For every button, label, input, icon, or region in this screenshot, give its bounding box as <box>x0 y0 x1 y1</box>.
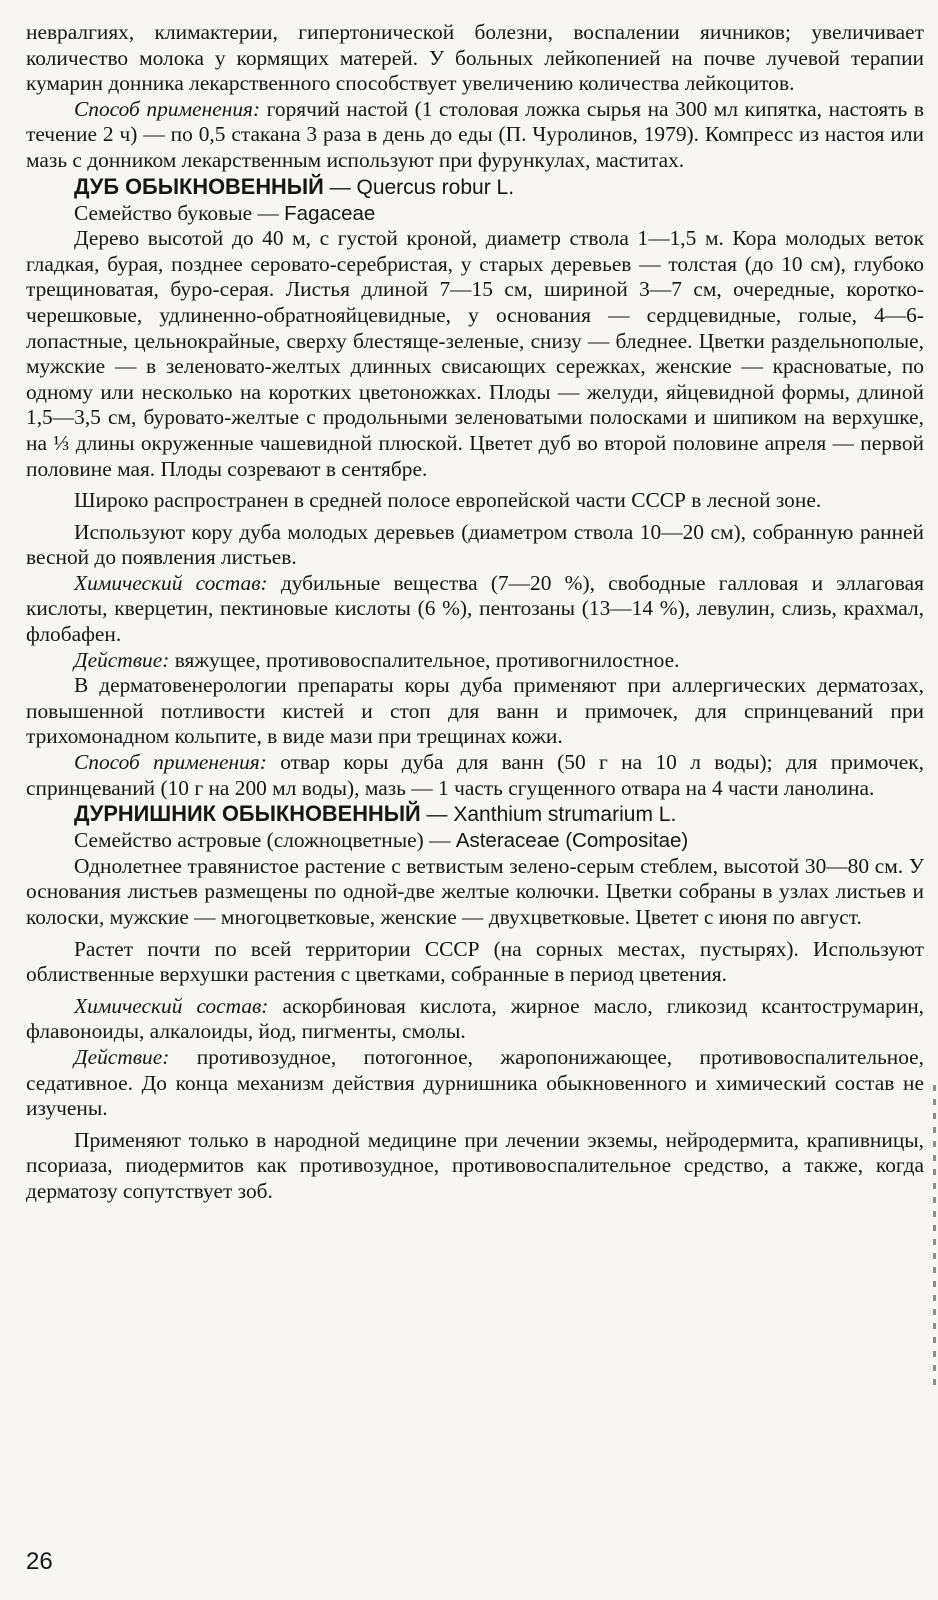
oak-method <box>26 750 924 801</box>
cocklebur-application: Применяют только в народной медицине при лечении экземы, нейродермита, крапивницы, псориаза, пиодермитов как противозудное, противовоспалительное средство, а также, когда дерматозу сопутствует зоб. <box>26 1127 924 1203</box>
cocklebur-chemistry <box>26 994 924 1045</box>
oak-heading <box>26 174 924 201</box>
method-text: горячий настой (1 столовая ложка сырья на 300 мл кипятка, настоять в течение 2 ч) — по 0,5 стакана 3 раза в день до еды (П. Чуролинов, 1979). Компресс из настоя или мазь с донником лекарственным используют при фурункулах, маститах. <box>26 96 924 172</box>
oak-action-label: Действие: <box>74 647 170 672</box>
oak-method-text: отвар коры дуба для ванн (50 г на 10 л воды); для примочек, спринцеваний (10 г на 200 мл воды), мазь — 1 часть сгущенного отвара на 4 части ланолина. <box>26 750 924 800</box>
intro-method-paragraph <box>26 97 924 174</box>
oak-dermatology: В дерматовенерологии препараты коры дуба применяют при аллергических дерматозах, повышенной потливости кистей и стоп для ванн и примочек, для спринцеваний при трихомонадном кольпите, в виде мази при трещинах кожи. <box>26 673 924 749</box>
cocklebur-distribution: Растет почти по всей территории СССР (на сорных местах, пустырях). Используют облиственные верхушки растения с цветками, собранные в период цветения. <box>26 936 924 987</box>
cocklebur-heading <box>26 801 924 828</box>
oak-chem-text: дубильные вещества (7—20 %), свободные галловая и эллаговая кислоты, кверцетин, пектиновые кислоты (6 %), пентозаны (13—14 %), левулин, слизь, крахмал, флобафен. <box>26 570 924 647</box>
intro-paragraph: невралгиях, климактерии, гипертонической болезни, воспалении яичников; увеличивает количество молока у кормящих матерей. У больных лейкопенией на почве лучевой терапии кумарин донника лекарственного способствует увеличению количества лейкоцитов. <box>26 20 924 96</box>
oak-distribution: Широко распространен в средней полосе европейской части СССР в лесной зоне. <box>74 488 822 513</box>
cocklebur-action-label: Действие: <box>74 1044 170 1069</box>
oak-usage: Используют кору дуба молодых деревьев (диаметром ствола 10—20 см), собранную ранней весной до появления листьев. <box>26 519 924 570</box>
cocklebur-action <box>26 1045 924 1122</box>
cocklebur-family-ru: Семейство астровые (сложноцветные) — <box>74 828 456 853</box>
oak-method-label: Способ применения: <box>74 750 267 775</box>
oak-chem-label: Химический состав: <box>74 570 268 595</box>
oak-family <box>26 201 924 227</box>
page-number: 26 <box>26 1548 53 1575</box>
oak-family-lat: Fagaceae <box>284 201 376 225</box>
oak-action-text: вяжущее, противовоспалительное, противогнилостное. <box>169 647 680 672</box>
cocklebur-description: Однолетнее травянистое растение с ветвистым зелено-серым стеблем, высотой 30—80 см. У основания листьев размещены по одной-две желтые колючки. Цветки собраны в узлах листьев и колоски, мужские — многоцветковые, женские — двухцветковые. Цветет с июня по август. <box>26 853 924 929</box>
oak-family-ru: Семейство буковые — <box>74 200 285 225</box>
oak-name-ru: ДУБ ОБЫКНОВЕННЫЙ <box>74 173 324 199</box>
cocklebur-name-lat: — Xanthium strumarium L. <box>420 803 677 827</box>
cocklebur-chem-label: Химический состав: <box>74 993 269 1018</box>
cocklebur-family-lat: Asteraceae (Compositae) <box>455 829 689 853</box>
oak-chemistry <box>26 571 924 648</box>
cocklebur-chem-text: аскорбиновая кислота, жирное масло, гликозид ксантострумарин, флавоноиды, алкалоиды, йод, пигменты, смолы. <box>26 993 925 1044</box>
cocklebur-action-text: противозудное, потогонное, жаропонижающее, противовоспалительное, седативное. До конца механизм действия дурнишника обыкновенного и химический состав не изучены. <box>26 1044 924 1121</box>
cocklebur-family <box>26 828 924 854</box>
oak-description: Дерево высотой до 40 м, с густой кроной, диаметр ствола 1—1,5 м. Кора молодых веток гладкая, бурая, позднее серовато-серебристая, у старых деревьев — толстая (до 10 см), глубоко трещиноватая, буро-серая. Листья длиной 7—15 см, шириной 3—7 см, очередные, коротко-черешковые, удлиненно-обратнояйцевидные, у основания — сердцевидные, голые, 4—6-лопастные, цельнокрайные, сверху блестяще-зеленые, снизу — бледнее. Цветки раздельнополые, мужские — в зеленовато-желтых длинных свисающих сережках, женские — красноватые, по одному или несколько на коротких цветоножках. Плоды — желуди, яйцевидной формы, длиной 1,5—3,5 см, буровато-желтые с продольными зеленоватыми полосками и шипиком на верхушке, на ⅓ длины окруженные чашевидной плюской. Цветет дуб во второй половине апреля — первой половине мая. Плоды созревают в сентябре. <box>26 226 924 481</box>
oak-name-lat: — Quercus robur L. <box>323 175 515 199</box>
cocklebur-name-ru: ДУРНИШНИК ОБЫКНОВЕННЫЙ <box>74 801 421 827</box>
scan-edge-marks <box>933 1085 936 1385</box>
method-label: Способ применения: <box>74 96 261 121</box>
oak-action <box>26 648 924 674</box>
